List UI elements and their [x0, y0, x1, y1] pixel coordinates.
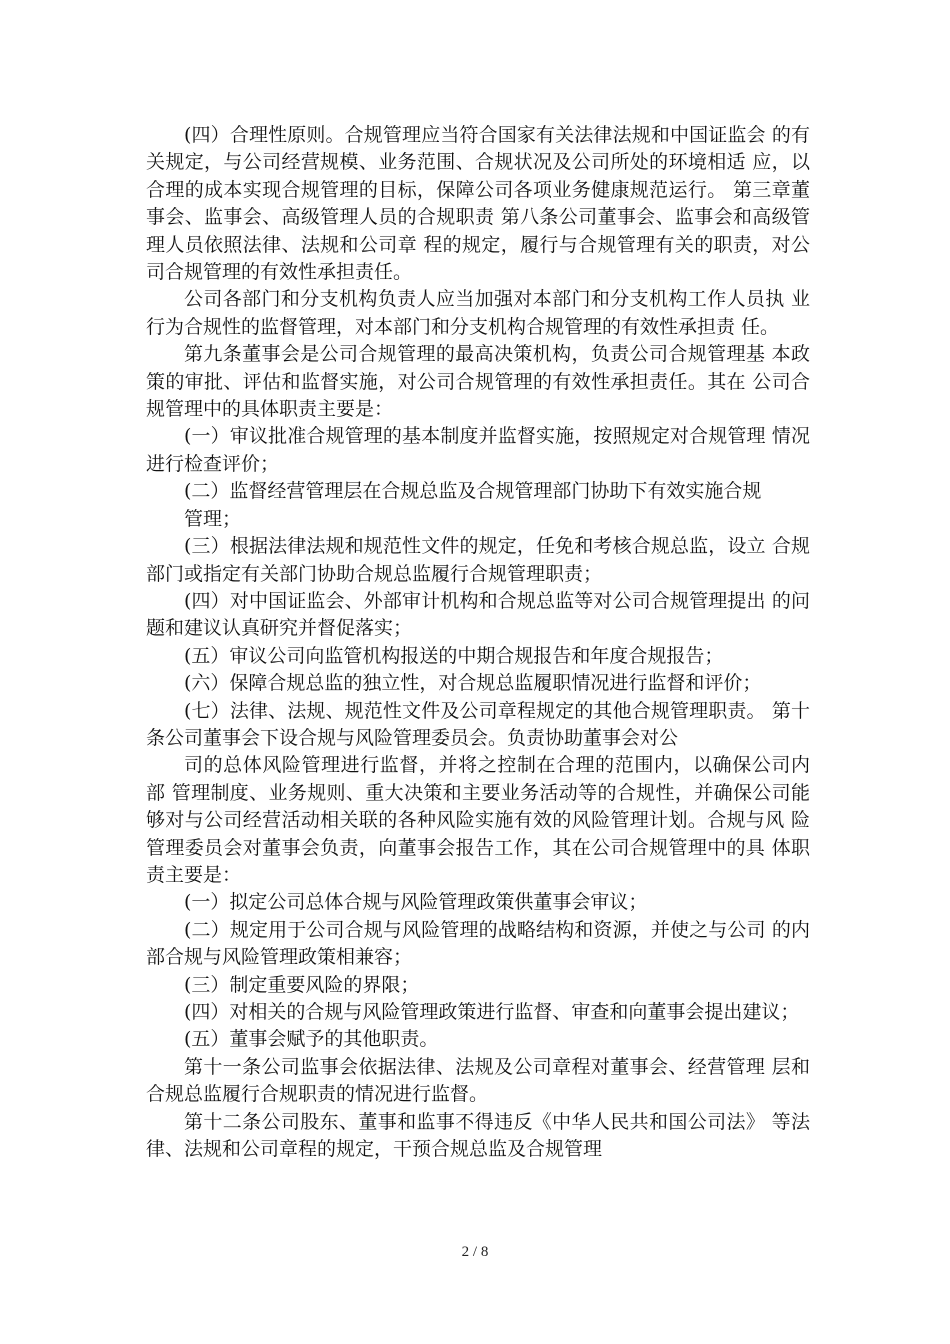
paragraph-committee-duty-3: (三）制定重要风险的界限； [184, 973, 420, 996]
paragraph-board-duty-5: (五）审议公司向监管机构报送的中期合规报告和年度合规报告； [184, 644, 724, 667]
paragraph-committee-description: 司的总体风险管理进行监督，并将之控制在合理的范围内，以确保公司内部 管理制度、业务规则、重大决策和主要业务活动等的合规性，并确保公司能 够对与公司经营活动相关联的各种风险实施有效的风险管理计划。合规与风 险管理委员会对董事会负责，向董事会报告工作，其在公司合规管理中的具 体职责主要是： [146, 754, 810, 886]
paragraph-article-11: 第十一条公司监事会依据法律、法规及公司章程对董事会、经营管理 层和合规总监履行合规职责的情况进行监督。 [146, 1055, 810, 1106]
paragraph-board-duty-1: (一）审议批准合规管理的基本制度并监督实施，按照规定对合规管理 情况进行检查评价； [146, 425, 810, 475]
paragraph-committee-duty-1: (一）拟定公司总体合规与风险管理政策供董事会审议； [184, 891, 648, 914]
paragraph-committee-duty-4: (四）对相关的合规与风险管理政策进行监督、审查和向董事会提出建议； [184, 1001, 800, 1023]
paragraph-board-duty-4: (四）对中国证监会、外部审计机构和合规总监等对公司合规管理提出 的问题和建议认真研究并督促落实； [146, 589, 810, 640]
document-body [146, 122, 810, 1163]
paragraph-article-9: 第九条董事会是公司合规管理的最高决策机构，负责公司合规管理基 本政策的审批、评估和监督实施，对公司合规管理的有效性承担责任。其在 公司合规管理中的具体职责主要是： [146, 343, 810, 421]
paragraph-committee-duty-2: (二）规定用于公司合规与风险管理的战略结构和资源，并使之与公司 的内部合规与风险管理政策相兼容； [146, 918, 810, 969]
paragraph-committee-duty-5: (五）董事会赋予的其他职责。 [184, 1028, 439, 1051]
paragraph-board-duty-2-continued: 管理； [184, 507, 242, 530]
paragraph-board-duty-3: (三）根据法律法规和规范性文件的规定，任免和考核合规总监，设立 合规部门或指定有关部门协助合规总监履行合规管理职责； [146, 535, 810, 585]
paragraph-board-duty-7-article-10: (七）法律、法规、规范性文件及公司章程规定的其他合规管理职责。 第十条公司董事会下设合规与风险管理委员会。负责协助董事会对公 [146, 699, 810, 749]
paragraph-rationality-principle: (四）合理性原则。合规管理应当符合国家有关法律法规和中国证监会 的有关规定，与公司经营规模、业务范围、合规状况及公司所处的环境相适 应，以合理的成本实现合规管理的目标，保障公司各项业务健康规范运行。 第三章董事会、监事会、高级管理人员的合规职责 第八条公司董事会、监事会和高级管理人员依照法律、法规和公司章 程的规定，履行与合规管理有关的职责，对公司合规管理的有效性承担责任。 [146, 124, 810, 284]
paragraph-board-duty-6: (六）保障合规总监的独立性，对合规总监履职情况进行监督和评价； [184, 672, 762, 695]
paragraph-department-heads: 公司各部门和分支机构负责人应当加强对本部门和分支机构工作人员执 业行为合规性的监督管理，对本部门和分支机构合规管理的有效性承担责 任。 [146, 288, 810, 338]
paragraph-article-12: 第十二条公司股东、董事和监事不得违反《中华人民共和国公司法》 等法律、法规和公司章程的规定，干预合规总监及合规管理 [146, 1110, 810, 1161]
paragraph-board-duty-2: (二）监督经营管理层在合规总监及合规管理部门协助下有效实施合规 [184, 480, 762, 503]
page-number: 2 / 8 [461, 1244, 489, 1260]
